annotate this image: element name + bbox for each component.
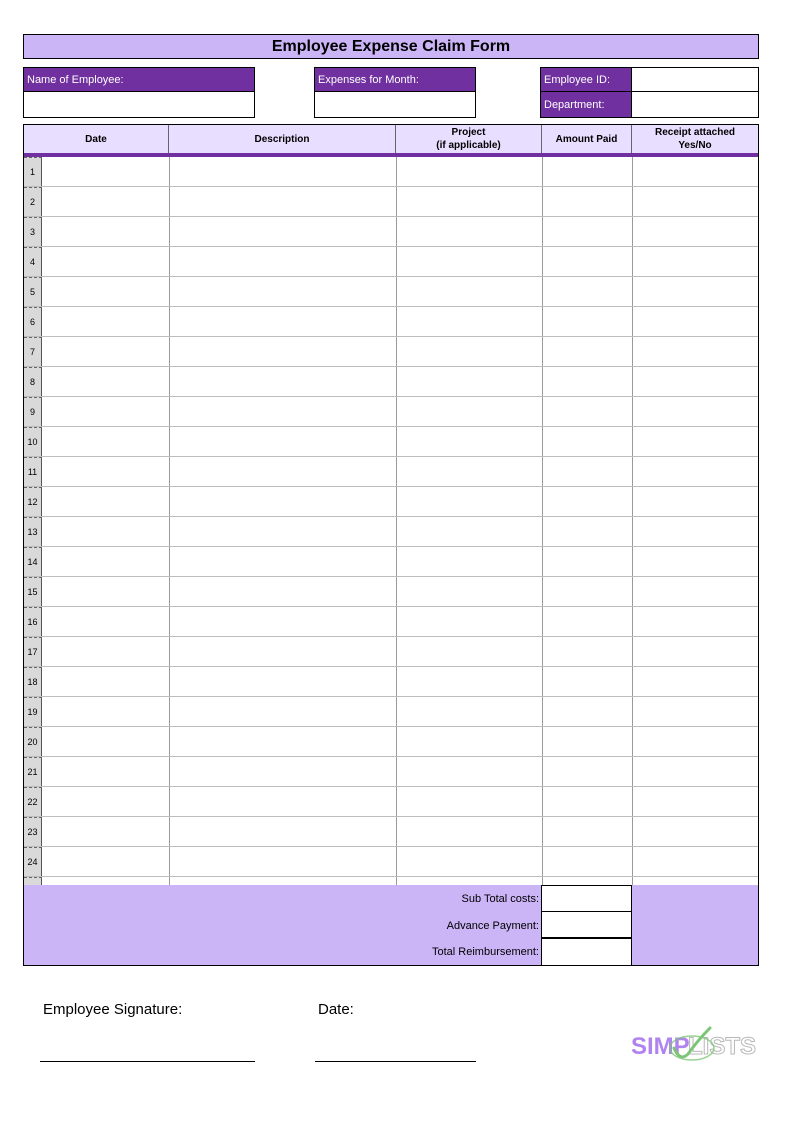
row-number: 1 — [24, 157, 42, 186]
amount-cell[interactable] — [543, 817, 633, 846]
table-row — [24, 666, 758, 696]
amount-cell[interactable] — [543, 697, 633, 726]
employee-name-field[interactable] — [23, 91, 255, 118]
description-cell[interactable] — [170, 817, 397, 846]
row-number: 14 — [24, 547, 42, 576]
table-row — [24, 486, 758, 516]
row-number: 2 — [24, 187, 42, 216]
amount-cell[interactable] — [543, 757, 633, 786]
row-number: 5 — [24, 277, 42, 306]
project-cell[interactable] — [397, 667, 543, 696]
project-cell[interactable] — [397, 547, 543, 576]
row-number: 19 — [24, 697, 42, 726]
description-cell[interactable] — [170, 697, 397, 726]
description-cell[interactable] — [170, 847, 397, 876]
table-row — [24, 216, 758, 246]
table-row — [24, 366, 758, 396]
column-header-date: Date — [24, 125, 169, 153]
description-cell[interactable] — [170, 487, 397, 516]
date-cell[interactable] — [42, 607, 170, 636]
amount-cell[interactable] — [543, 307, 633, 336]
date-cell[interactable] — [42, 457, 170, 486]
receipt-cell[interactable] — [633, 307, 758, 336]
description-cell[interactable] — [170, 517, 397, 546]
project-cell[interactable] — [397, 847, 543, 876]
description-cell[interactable] — [170, 277, 397, 306]
table-row — [24, 426, 758, 456]
description-cell[interactable] — [170, 367, 397, 396]
employee-signature-label: Employee Signature: — [43, 1001, 183, 1018]
employee-id-label: Employee ID: — [540, 67, 632, 92]
receipt-cell[interactable] — [633, 457, 758, 486]
row-number: 15 — [24, 577, 42, 606]
project-cell[interactable] — [397, 217, 543, 246]
project-cell[interactable] — [397, 697, 543, 726]
receipt-header-line1: Receipt attached — [654, 127, 736, 138]
project-header-line2: (if applicable) — [436, 140, 501, 151]
advance-payment-field[interactable] — [541, 911, 632, 938]
date-cell[interactable] — [42, 337, 170, 366]
table-row — [24, 546, 758, 576]
form-title: Employee Expense Claim Form — [23, 34, 759, 59]
expense-table — [23, 124, 759, 907]
description-cell[interactable] — [170, 607, 397, 636]
row-number: 18 — [24, 667, 42, 696]
receipt-cell[interactable] — [633, 337, 758, 366]
project-cell[interactable] — [397, 757, 543, 786]
table-row — [24, 336, 758, 366]
description-cell[interactable] — [170, 217, 397, 246]
amount-cell[interactable] — [543, 247, 633, 276]
date-cell[interactable] — [42, 217, 170, 246]
amount-cell[interactable] — [543, 187, 633, 216]
column-header-description: Description — [169, 125, 396, 153]
date-cell[interactable] — [42, 667, 170, 696]
description-cell[interactable] — [170, 307, 397, 336]
project-cell[interactable] — [397, 637, 543, 666]
project-cell[interactable] — [397, 397, 543, 426]
table-row — [24, 456, 758, 486]
receipt-cell[interactable] — [633, 427, 758, 456]
receipt-cell[interactable] — [633, 217, 758, 246]
table-row — [24, 756, 758, 786]
row-number: 17 — [24, 637, 42, 666]
description-cell[interactable] — [170, 547, 397, 576]
description-cell[interactable] — [170, 637, 397, 666]
table-row — [24, 846, 758, 876]
date-cell[interactable] — [42, 787, 170, 816]
receipt-cell[interactable] — [633, 637, 758, 666]
row-number: 4 — [24, 247, 42, 276]
row-number: 22 — [24, 787, 42, 816]
table-row — [24, 186, 758, 216]
description-cell[interactable] — [170, 787, 397, 816]
receipt-cell[interactable] — [633, 697, 758, 726]
row-number: 3 — [24, 217, 42, 246]
table-row — [24, 306, 758, 336]
receipt-cell[interactable] — [633, 397, 758, 426]
receipt-cell[interactable] — [633, 277, 758, 306]
description-cell[interactable] — [170, 727, 397, 756]
amount-cell[interactable] — [543, 397, 633, 426]
row-number: 21 — [24, 757, 42, 786]
employee-name-label: Name of Employee: — [23, 67, 255, 92]
amount-cell[interactable] — [543, 547, 633, 576]
date-cell[interactable] — [42, 817, 170, 846]
project-cell[interactable] — [397, 487, 543, 516]
project-cell[interactable] — [397, 307, 543, 336]
amount-cell[interactable] — [543, 337, 633, 366]
row-number: 11 — [24, 457, 42, 486]
table-row — [24, 276, 758, 306]
row-number: 16 — [24, 607, 42, 636]
expense-month-label: Expenses for Month: — [314, 67, 476, 92]
subtotal-field[interactable] — [541, 885, 632, 912]
project-cell[interactable] — [397, 187, 543, 216]
project-cell[interactable] — [397, 277, 543, 306]
date-cell[interactable] — [42, 247, 170, 276]
employee-signature-line[interactable] — [40, 1061, 255, 1062]
row-number: 20 — [24, 727, 42, 756]
row-number: 23 — [24, 817, 42, 846]
receipt-cell[interactable] — [633, 667, 758, 696]
row-number: 12 — [24, 487, 42, 516]
date-cell[interactable] — [42, 157, 170, 186]
row-number: 10 — [24, 427, 42, 456]
row-number: 13 — [24, 517, 42, 546]
amount-cell[interactable] — [543, 577, 633, 606]
date-cell[interactable] — [42, 757, 170, 786]
project-cell[interactable] — [397, 517, 543, 546]
amount-cell[interactable] — [543, 157, 633, 186]
column-header-project — [396, 125, 542, 153]
receipt-header-line2: Yes/No — [678, 140, 712, 151]
table-row — [24, 576, 758, 606]
receipt-cell[interactable] — [633, 757, 758, 786]
receipt-cell[interactable] — [633, 817, 758, 846]
column-header-receipt — [632, 125, 758, 153]
table-row — [24, 516, 758, 546]
project-cell[interactable] — [397, 157, 543, 186]
description-cell[interactable] — [170, 667, 397, 696]
table-row — [24, 816, 758, 846]
receipt-cell[interactable] — [633, 187, 758, 216]
date-cell[interactable] — [42, 307, 170, 336]
project-cell[interactable] — [397, 367, 543, 396]
total-reimbursement-field[interactable] — [541, 938, 632, 966]
table-body — [24, 157, 758, 906]
date-cell[interactable] — [42, 547, 170, 576]
receipt-cell[interactable] — [633, 157, 758, 186]
description-cell[interactable] — [170, 187, 397, 216]
department-field[interactable] — [631, 91, 759, 118]
amount-cell[interactable] — [543, 487, 633, 516]
table-header — [24, 125, 758, 157]
date-cell[interactable] — [42, 427, 170, 456]
description-cell[interactable] — [170, 427, 397, 456]
row-number: 6 — [24, 307, 42, 336]
date-cell[interactable] — [42, 577, 170, 606]
amount-cell[interactable] — [543, 277, 633, 306]
receipt-cell[interactable] — [633, 247, 758, 276]
receipt-cell[interactable] — [633, 487, 758, 516]
table-row — [24, 396, 758, 426]
amount-cell[interactable] — [543, 517, 633, 546]
table-row — [24, 157, 758, 186]
simplists-logo — [630, 1024, 757, 1064]
subtotal-label: Sub Total costs: — [461, 892, 539, 905]
table-row — [24, 246, 758, 276]
date-cell[interactable] — [42, 847, 170, 876]
table-row — [24, 786, 758, 816]
project-cell[interactable] — [397, 577, 543, 606]
receipt-cell[interactable] — [633, 517, 758, 546]
amount-cell[interactable] — [543, 727, 633, 756]
table-row — [24, 726, 758, 756]
date-cell[interactable] — [42, 637, 170, 666]
amount-cell[interactable] — [543, 667, 633, 696]
expense-month-field[interactable] — [314, 91, 476, 118]
receipt-cell[interactable] — [633, 547, 758, 576]
description-cell[interactable] — [170, 247, 397, 276]
project-header-line1: Project — [451, 127, 486, 138]
amount-cell[interactable] — [543, 457, 633, 486]
receipt-cell[interactable] — [633, 607, 758, 636]
row-number: 9 — [24, 397, 42, 426]
table-row — [24, 636, 758, 666]
description-cell[interactable] — [170, 577, 397, 606]
date-cell[interactable] — [42, 367, 170, 396]
logo-text-right: LISTS — [688, 1033, 757, 1060]
date-cell[interactable] — [42, 277, 170, 306]
amount-cell[interactable] — [543, 787, 633, 816]
amount-cell[interactable] — [543, 637, 633, 666]
signature-date-line[interactable] — [315, 1061, 476, 1062]
date-cell[interactable] — [42, 517, 170, 546]
date-cell[interactable] — [42, 727, 170, 756]
totals-section — [23, 885, 759, 966]
project-cell[interactable] — [397, 427, 543, 456]
receipt-cell[interactable] — [633, 847, 758, 876]
department-label: Department: — [540, 91, 632, 118]
column-header-amount: Amount Paid — [542, 125, 632, 153]
row-number: 7 — [24, 337, 42, 366]
project-cell[interactable] — [397, 787, 543, 816]
employee-id-field[interactable] — [631, 67, 759, 92]
description-cell[interactable] — [170, 157, 397, 186]
project-cell[interactable] — [397, 607, 543, 636]
receipt-cell[interactable] — [633, 367, 758, 396]
row-number: 8 — [24, 367, 42, 396]
project-cell[interactable] — [397, 817, 543, 846]
amount-cell[interactable] — [543, 847, 633, 876]
receipt-cell[interactable] — [633, 577, 758, 606]
advance-payment-label: Advance Payment: — [446, 919, 539, 932]
receipt-cell[interactable] — [633, 787, 758, 816]
amount-cell[interactable] — [543, 367, 633, 396]
amount-cell[interactable] — [543, 217, 633, 246]
amount-cell[interactable] — [543, 607, 633, 636]
date-cell[interactable] — [42, 487, 170, 516]
date-cell[interactable] — [42, 397, 170, 426]
logo-text-left: SIMP — [631, 1033, 690, 1060]
project-cell[interactable] — [397, 247, 543, 276]
description-cell[interactable] — [170, 457, 397, 486]
signature-date-label: Date: — [318, 1001, 354, 1018]
table-row — [24, 696, 758, 726]
receipt-cell[interactable] — [633, 727, 758, 756]
project-cell[interactable] — [397, 457, 543, 486]
description-cell[interactable] — [170, 397, 397, 426]
total-reimbursement-label: Total Reimbursement: — [432, 945, 539, 958]
row-number: 24 — [24, 847, 42, 876]
amount-cell[interactable] — [543, 427, 633, 456]
date-cell[interactable] — [42, 187, 170, 216]
description-cell[interactable] — [170, 337, 397, 366]
description-cell[interactable] — [170, 757, 397, 786]
project-cell[interactable] — [397, 337, 543, 366]
date-cell[interactable] — [42, 697, 170, 726]
table-row — [24, 606, 758, 636]
project-cell[interactable] — [397, 727, 543, 756]
